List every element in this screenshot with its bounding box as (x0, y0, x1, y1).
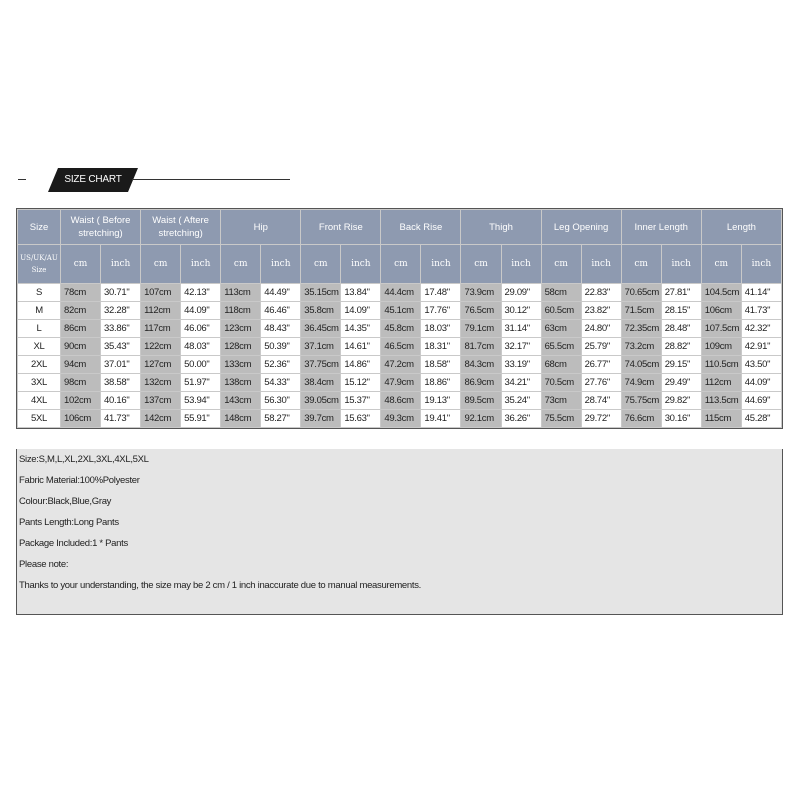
inch-cell: 29.82" (661, 392, 701, 410)
size-column-header: Size (18, 210, 61, 245)
inch-cell: 34.21" (501, 374, 541, 392)
unit-cm-header: cm (701, 245, 741, 284)
inch-cell: 22.83" (581, 284, 621, 302)
tab-right-edge (128, 168, 138, 192)
cm-cell: 70.5cm (541, 374, 581, 392)
inch-cell: 52.36" (261, 356, 301, 374)
inch-cell: 31.14" (501, 320, 541, 338)
inch-cell: 14.09" (341, 302, 381, 320)
inch-cell: 29.15" (661, 356, 701, 374)
cm-cell: 142cm (141, 410, 181, 428)
cm-cell: 76.5cm (461, 302, 501, 320)
inch-cell: 18.31" (421, 338, 461, 356)
cm-cell: 90cm (61, 338, 101, 356)
size-chart-table-container (16, 208, 783, 429)
group-header: Waist ( Before stretching) (61, 210, 141, 245)
inch-cell: 30.16" (661, 410, 701, 428)
cm-cell: 37.75cm (301, 356, 341, 374)
inch-cell: 28.82" (661, 338, 701, 356)
inch-cell: 32.28" (101, 302, 141, 320)
cm-cell: 38.4cm (301, 374, 341, 392)
note-line: Pants Length:Long Pants (19, 517, 119, 528)
inch-cell: 44.09" (741, 374, 781, 392)
cm-cell: 128cm (221, 338, 261, 356)
header-dash (18, 179, 26, 180)
cm-cell: 86.9cm (461, 374, 501, 392)
group-header: Thigh (461, 210, 541, 245)
inch-cell: 19.13" (421, 392, 461, 410)
inch-cell: 41.14" (741, 284, 781, 302)
size-cell: M (18, 302, 61, 320)
unit-cm-header: cm (221, 245, 261, 284)
unit-inch-header: inch (421, 245, 461, 284)
inch-cell: 17.76" (421, 302, 461, 320)
group-header-row (18, 210, 782, 245)
cm-cell: 47.9cm (381, 374, 421, 392)
cm-cell: 122cm (141, 338, 181, 356)
unit-inch-header: inch (741, 245, 781, 284)
inch-cell: 41.73" (101, 410, 141, 428)
table-row (18, 302, 782, 320)
size-cell: 5XL (18, 410, 61, 428)
inch-cell: 58.27" (261, 410, 301, 428)
cm-cell: 79.1cm (461, 320, 501, 338)
cm-cell: 138cm (221, 374, 261, 392)
size-cell: XL (18, 338, 61, 356)
cm-cell: 47.2cm (381, 356, 421, 374)
cm-cell: 110.5cm (701, 356, 741, 374)
note-line: Size:S,M,L,XL,2XL,3XL,4XL,5XL (19, 454, 149, 465)
group-header: Inner Length (621, 210, 701, 245)
cm-cell: 35.15cm (301, 284, 341, 302)
cm-cell: 71.5cm (621, 302, 661, 320)
group-header: Hip (221, 210, 301, 245)
region-size-header: US/UK/AU Size (18, 245, 61, 284)
inch-cell: 23.82" (581, 302, 621, 320)
inch-cell: 32.17" (501, 338, 541, 356)
cm-cell: 98cm (61, 374, 101, 392)
cm-cell: 113.5cm (701, 392, 741, 410)
inch-cell: 35.43" (101, 338, 141, 356)
cm-cell: 58cm (541, 284, 581, 302)
unit-inch-header: inch (181, 245, 221, 284)
cm-cell: 74.05cm (621, 356, 661, 374)
note-line: Fabric Material:100%Polyester (19, 475, 140, 486)
size-chart-header (18, 160, 290, 200)
cm-cell: 73.9cm (461, 284, 501, 302)
cm-cell: 113cm (221, 284, 261, 302)
cm-cell: 118cm (221, 302, 261, 320)
cm-cell: 60.5cm (541, 302, 581, 320)
inch-cell: 44.69" (741, 392, 781, 410)
cm-cell: 78cm (61, 284, 101, 302)
tab-left-edge (48, 168, 58, 192)
unit-cm-header: cm (381, 245, 421, 284)
table-row (18, 356, 782, 374)
inch-cell: 55.91" (181, 410, 221, 428)
table-row (18, 320, 782, 338)
inch-cell: 15.37" (341, 392, 381, 410)
cm-cell: 72.35cm (621, 320, 661, 338)
size-chart-table (17, 209, 782, 428)
inch-cell: 35.24" (501, 392, 541, 410)
inch-cell: 56.30" (261, 392, 301, 410)
cm-cell: 48.6cm (381, 392, 421, 410)
cm-cell: 46.5cm (381, 338, 421, 356)
inch-cell: 42.91" (741, 338, 781, 356)
cm-cell: 39.05cm (301, 392, 341, 410)
inch-cell: 50.00" (181, 356, 221, 374)
cm-cell: 106cm (61, 410, 101, 428)
inch-cell: 14.86" (341, 356, 381, 374)
cm-cell: 148cm (221, 410, 261, 428)
group-header: Length (701, 210, 781, 245)
cm-cell: 89.5cm (461, 392, 501, 410)
cm-cell: 137cm (141, 392, 181, 410)
cm-cell: 92.1cm (461, 410, 501, 428)
inch-cell: 42.13" (181, 284, 221, 302)
inch-cell: 14.35" (341, 320, 381, 338)
inch-cell: 28.48" (661, 320, 701, 338)
group-header: Waist ( Aftere stretching) (141, 210, 221, 245)
inch-cell: 19.41" (421, 410, 461, 428)
cm-cell: 73.2cm (621, 338, 661, 356)
cm-cell: 68cm (541, 356, 581, 374)
cm-cell: 86cm (61, 320, 101, 338)
unit-inch-header: inch (581, 245, 621, 284)
header-rule (132, 179, 290, 180)
note-line: Thanks to your understanding, the size may be 2 cm / 1 inch inaccurate due to manual measurements. (19, 580, 422, 591)
unit-inch-header: inch (501, 245, 541, 284)
size-cell: L (18, 320, 61, 338)
size-cell: 3XL (18, 374, 61, 392)
note-line: Please note: (19, 559, 69, 570)
inch-cell: 37.01" (101, 356, 141, 374)
cm-cell: 123cm (221, 320, 261, 338)
inch-cell: 46.06" (181, 320, 221, 338)
cm-cell: 65.5cm (541, 338, 581, 356)
note-line: Package Included:1 * Pants (19, 538, 128, 549)
inch-cell: 54.33" (261, 374, 301, 392)
inch-cell: 30.12" (501, 302, 541, 320)
cm-cell: 112cm (141, 302, 181, 320)
inch-cell: 50.39" (261, 338, 301, 356)
cm-cell: 127cm (141, 356, 181, 374)
table-row (18, 374, 782, 392)
cm-cell: 112cm (701, 374, 741, 392)
inch-cell: 38.58" (101, 374, 141, 392)
cm-cell: 37.1cm (301, 338, 341, 356)
cm-cell: 75.5cm (541, 410, 581, 428)
inch-cell: 44.49" (261, 284, 301, 302)
inch-cell: 18.03" (421, 320, 461, 338)
cm-cell: 115cm (701, 410, 741, 428)
cm-cell: 49.3cm (381, 410, 421, 428)
inch-cell: 53.94" (181, 392, 221, 410)
inch-cell: 13.84" (341, 284, 381, 302)
cm-cell: 104.5cm (701, 284, 741, 302)
unit-cm-header: cm (541, 245, 581, 284)
inch-cell: 36.26" (501, 410, 541, 428)
inch-cell: 18.58" (421, 356, 461, 374)
inch-cell: 42.32" (741, 320, 781, 338)
table-row (18, 338, 782, 356)
unit-cm-header: cm (621, 245, 661, 284)
inch-cell: 18.86" (421, 374, 461, 392)
unit-inch-header: inch (661, 245, 701, 284)
cm-cell: 45.8cm (381, 320, 421, 338)
size-chart-title: SIZE CHART (58, 168, 128, 192)
cm-cell: 63cm (541, 320, 581, 338)
cm-cell: 76.6cm (621, 410, 661, 428)
inch-cell: 15.12" (341, 374, 381, 392)
cm-cell: 84.3cm (461, 356, 501, 374)
table-row (18, 392, 782, 410)
inch-cell: 48.03" (181, 338, 221, 356)
unit-cm-header: cm (61, 245, 101, 284)
table-row (18, 410, 782, 428)
cm-cell: 35.8cm (301, 302, 341, 320)
inch-cell: 33.19" (501, 356, 541, 374)
size-rows (18, 284, 782, 428)
cm-cell: 44.4cm (381, 284, 421, 302)
size-cell: 2XL (18, 356, 61, 374)
cm-cell: 143cm (221, 392, 261, 410)
inch-cell: 29.49" (661, 374, 701, 392)
group-header: Back Rise (381, 210, 461, 245)
cm-cell: 106cm (701, 302, 741, 320)
unit-inch-header: inch (101, 245, 141, 284)
cm-cell: 132cm (141, 374, 181, 392)
cm-cell: 75.75cm (621, 392, 661, 410)
cm-cell: 82cm (61, 302, 101, 320)
inch-cell: 14.61" (341, 338, 381, 356)
inch-cell: 25.79" (581, 338, 621, 356)
inch-cell: 26.77" (581, 356, 621, 374)
cm-cell: 45.1cm (381, 302, 421, 320)
size-cell: S (18, 284, 61, 302)
inch-cell: 29.72" (581, 410, 621, 428)
product-notes (16, 449, 783, 615)
inch-cell: 28.15" (661, 302, 701, 320)
inch-cell: 27.76" (581, 374, 621, 392)
inch-cell: 33.86" (101, 320, 141, 338)
cm-cell: 74.9cm (621, 374, 661, 392)
table-row (18, 284, 782, 302)
note-line: Colour:Black,Blue,Gray (19, 496, 112, 507)
inch-cell: 41.73" (741, 302, 781, 320)
cm-cell: 107.5cm (701, 320, 741, 338)
inch-cell: 15.63" (341, 410, 381, 428)
inch-cell: 27.81" (661, 284, 701, 302)
inch-cell: 44.09" (181, 302, 221, 320)
cm-cell: 39.7cm (301, 410, 341, 428)
unit-cm-header: cm (301, 245, 341, 284)
inch-cell: 17.48" (421, 284, 461, 302)
inch-cell: 45.28" (741, 410, 781, 428)
inch-cell: 51.97" (181, 374, 221, 392)
cm-cell: 107cm (141, 284, 181, 302)
cm-cell: 117cm (141, 320, 181, 338)
unit-header-row (18, 245, 782, 284)
inch-cell: 24.80" (581, 320, 621, 338)
size-cell: 4XL (18, 392, 61, 410)
cm-cell: 133cm (221, 356, 261, 374)
cm-cell: 109cm (701, 338, 741, 356)
cm-cell: 36.45cm (301, 320, 341, 338)
inch-cell: 48.43" (261, 320, 301, 338)
inch-cell: 30.71" (101, 284, 141, 302)
group-header: Front Rise (301, 210, 381, 245)
unit-inch-header: inch (341, 245, 381, 284)
cm-cell: 81.7cm (461, 338, 501, 356)
inch-cell: 43.50" (741, 356, 781, 374)
inch-cell: 46.46" (261, 302, 301, 320)
inch-cell: 29.09" (501, 284, 541, 302)
group-header: Leg Opening (541, 210, 621, 245)
inch-cell: 40.16" (101, 392, 141, 410)
cm-cell: 73cm (541, 392, 581, 410)
inch-cell: 28.74" (581, 392, 621, 410)
unit-inch-header: inch (261, 245, 301, 284)
cm-cell: 102cm (61, 392, 101, 410)
unit-cm-header: cm (461, 245, 501, 284)
cm-cell: 70.65cm (621, 284, 661, 302)
cm-cell: 94cm (61, 356, 101, 374)
unit-cm-header: cm (141, 245, 181, 284)
